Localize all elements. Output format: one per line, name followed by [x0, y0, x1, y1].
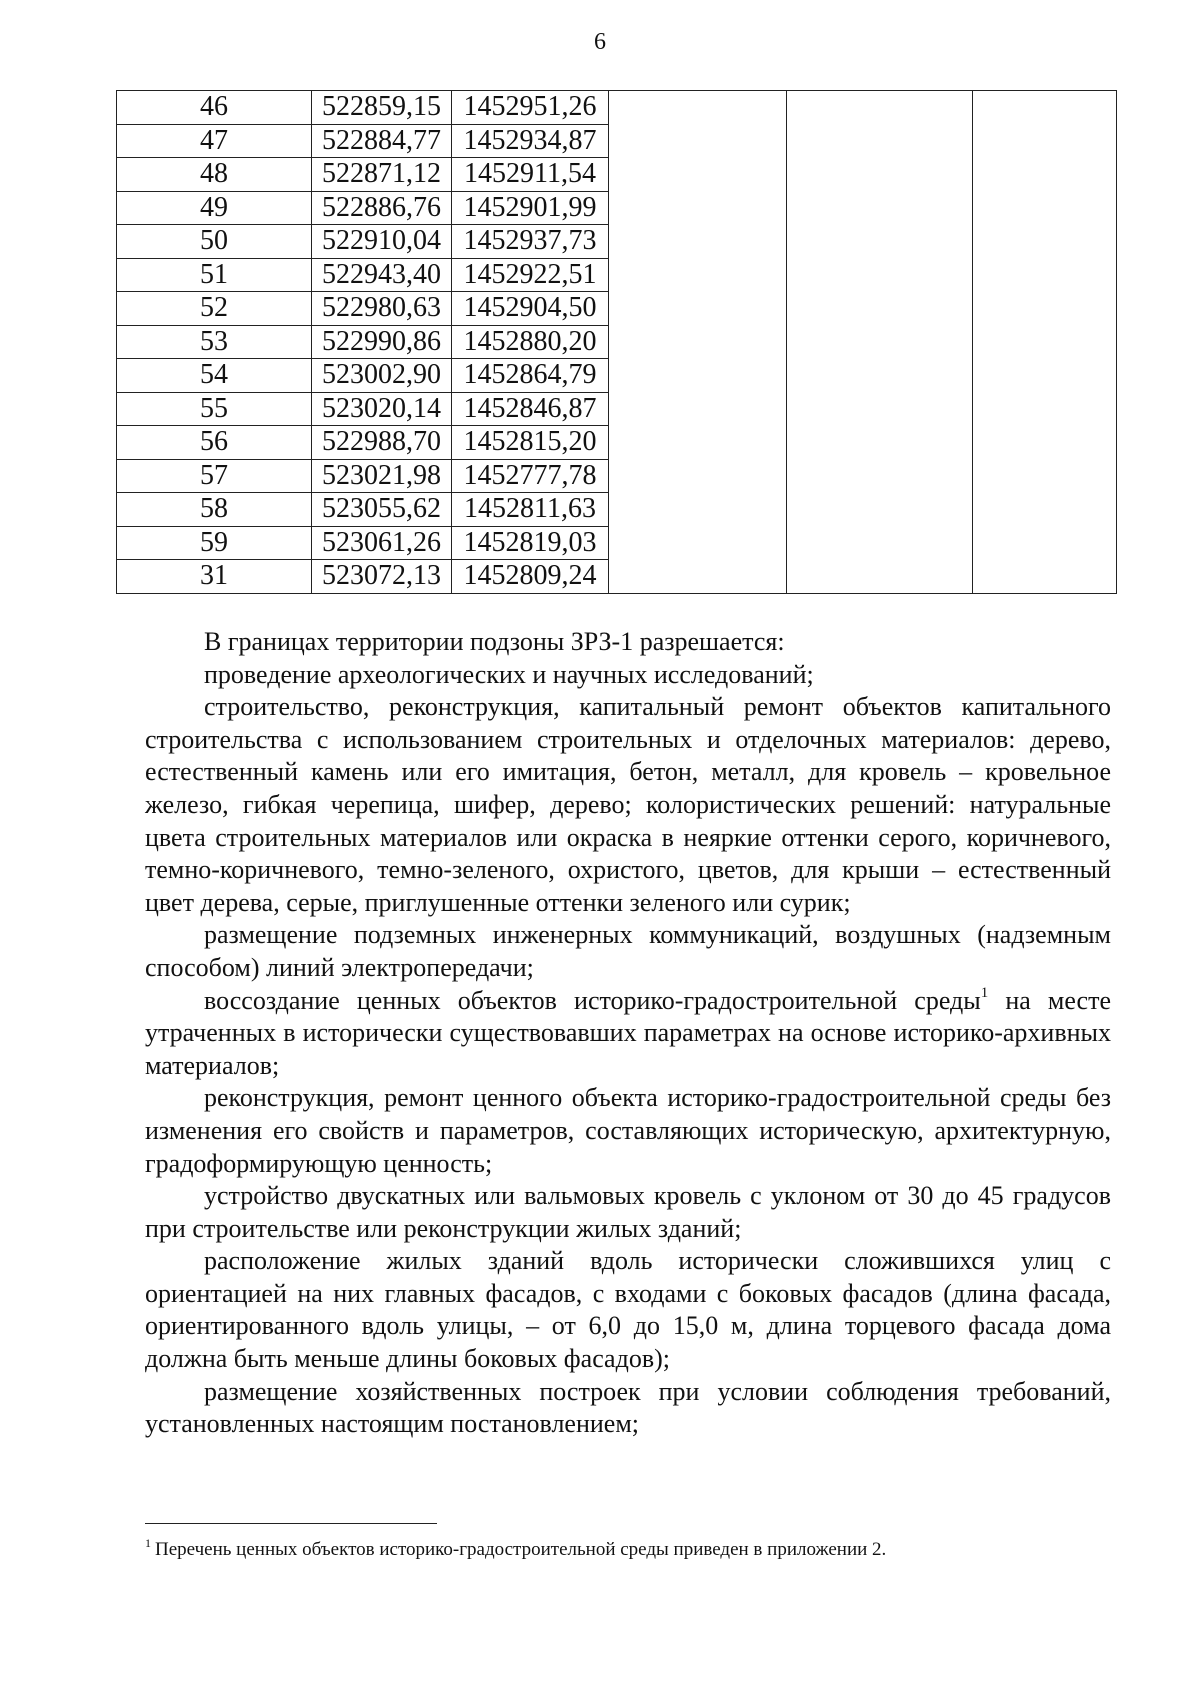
coord-x-cell: 522990,86 [312, 325, 452, 359]
footnote-reference[interactable]: 1 [980, 984, 989, 1001]
coord-x-cell: 522871,12 [312, 158, 452, 192]
empty-column-6 [973, 91, 1117, 594]
coord-x-cell: 523002,90 [312, 359, 452, 393]
empty-column-4 [609, 91, 787, 594]
paragraph-construction: строительство, реконструкция, капитальный ремонт объектов капитального строительства с использованием строительных и отделочных материалов: дерево, естественный камень или его имитация, бетон, металл, для кровель – кровельное железо, гибкая черепица, шифер, дерево; колористических решений: натуральные цвета строительных материалов или окраска в неяркие оттенки серого, коричневого, темно-коричневого, темно-зеленого, охристого, цветов, для крыши – естественный цвет дерева, серые, приглушенные оттенки зеленого или сурик; [145, 692, 1111, 917]
footnote-text: Перечень ценных объектов историко-градостроительной среды приведен в приложении 2. [155, 1539, 887, 1560]
coord-y-cell: 1452911,54 [452, 158, 609, 192]
coord-y-cell: 1452901,99 [452, 191, 609, 225]
paragraph-archaeology: проведение археологических и научных исследований; [204, 659, 814, 689]
coord-y-cell: 1452951,26 [452, 91, 609, 125]
paragraph-reconstruction: реконструкция, ремонт ценного объекта историко-градостроительной среды без изменения его свойств и параметров, составляющих историческую, архитектурную, градоформирующую ценность; [145, 1083, 1111, 1178]
point-number-cell: 51 [117, 258, 312, 292]
footnote-mark: 1 [145, 1536, 151, 1550]
coord-y-cell: 1452922,51 [452, 258, 609, 292]
coord-y-cell: 1452904,50 [452, 292, 609, 326]
point-number-cell: 58 [117, 493, 312, 527]
paragraph-intro: В границах территории подзоны ЗРЗ-1 разрешается: [204, 627, 785, 656]
body-text [145, 626, 1111, 1441]
paragraph-building-placement: расположение жилых зданий вдоль исторически сложившихся улиц с ориентацией на них главных фасадов, с входами с боковых фасадов (длина фасада, ориентированного вдоль улицы, – от 6,0 до 15,0 м, длина торцевого фасада дома должна быть меньше длины боковых фасадов); [145, 1246, 1111, 1374]
coord-x-cell: 522910,04 [312, 225, 452, 259]
coord-x-cell: 522980,63 [312, 292, 452, 326]
coord-x-cell: 523021,98 [312, 459, 452, 493]
paragraph-recreation-text: воссоздание ценных объектов историко-градостроительной среды [204, 985, 981, 1015]
coord-x-cell: 523061,26 [312, 526, 452, 560]
point-number-cell: 49 [117, 191, 312, 225]
footnote [145, 1538, 1111, 1562]
coord-y-cell: 1452934,87 [452, 124, 609, 158]
point-number-cell: 50 [117, 225, 312, 259]
coord-x-cell: 522943,40 [312, 258, 452, 292]
page-number: 6 [594, 29, 606, 55]
point-number-cell: 48 [117, 158, 312, 192]
point-number-cell: 47 [117, 124, 312, 158]
coord-x-cell: 523020,14 [312, 392, 452, 426]
point-number-cell: 46 [117, 91, 312, 125]
point-number-cell: 52 [117, 292, 312, 326]
paragraph-recreation-text-cont: на месте утраченных в исторически существовавших параметрах на основе историко-архивных материалов; [145, 985, 1111, 1080]
paragraph-roofs: устройство двускатных или вальмовых кровель с уклоном от 30 до 45 градусов при строительстве или реконструкции жилых зданий; [145, 1181, 1111, 1243]
point-number-cell: 54 [117, 359, 312, 393]
point-number-cell: 53 [117, 325, 312, 359]
paragraph-utilities: размещение подземных инженерных коммуникаций, воздушных (надземным способом) линий электропередачи; [145, 920, 1111, 982]
coord-y-cell: 1452809,24 [452, 560, 609, 594]
coord-x-cell: 523072,13 [312, 560, 452, 594]
paragraph-outbuildings: размещение хозяйственных построек при условии соблюдения требований, установленных настоящим постановлением; [145, 1376, 1111, 1439]
coord-x-cell: 523055,62 [312, 493, 452, 527]
point-number-cell: 57 [117, 459, 312, 493]
coord-y-cell: 1452846,87 [452, 392, 609, 426]
coord-y-cell: 1452880,20 [452, 325, 609, 359]
coord-y-cell: 1452937,73 [452, 225, 609, 259]
coordinates-table [116, 90, 1117, 594]
coord-y-cell: 1452819,03 [452, 526, 609, 560]
coord-x-cell: 522886,76 [312, 191, 452, 225]
coord-x-cell: 522859,15 [312, 91, 452, 125]
coord-x-cell: 522884,77 [312, 124, 452, 158]
coord-y-cell: 1452864,79 [452, 359, 609, 393]
coord-y-cell: 1452815,20 [452, 426, 609, 460]
table-row [117, 91, 1117, 125]
coord-y-cell: 1452777,78 [452, 459, 609, 493]
point-number-cell: 56 [117, 426, 312, 460]
coordinates-table-body [117, 91, 1117, 594]
coord-y-cell: 1452811,63 [452, 493, 609, 527]
point-number-cell: 59 [117, 526, 312, 560]
paragraph-recreation [145, 985, 1111, 1083]
footnote-separator [145, 1523, 437, 1524]
point-number-cell: 31 [117, 560, 312, 594]
empty-column-5 [787, 91, 973, 594]
point-number-cell: 55 [117, 392, 312, 426]
coord-x-cell: 522988,70 [312, 426, 452, 460]
